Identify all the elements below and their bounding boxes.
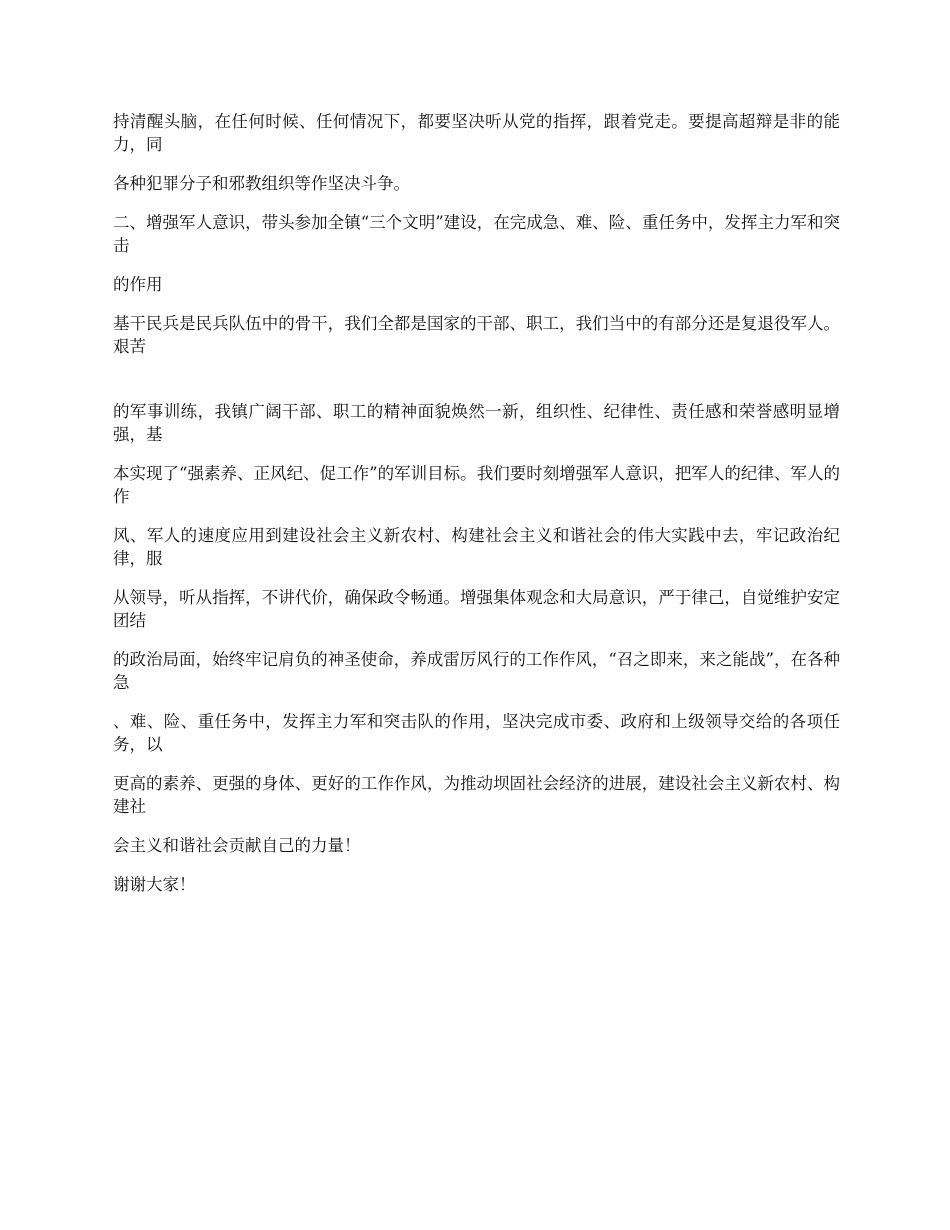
closing-line: 谢谢大家！: [113, 875, 196, 894]
paragraph-10: 的政治局面，始终牢记肩负的神圣使命，养成雷厉风行的工作作风，“召之即来，来之能战”，在各种急: [113, 650, 840, 692]
paragraph-1: 持清醒头脑，在任何时候、任何情况下，都要坚决听从党的指挥，跟着党走。要提高超辩是非的能力，同: [113, 112, 840, 154]
paragraph-7: 本实现了“强素养、正风纪、促工作”的军训目标。我们要时刻增强军人意识，把军人的纪律、军人的作: [113, 464, 840, 506]
document-body: [113, 110, 840, 912]
paragraph-9: 从领导，听从指挥，不讲代价，确保政令畅通。增强集体观念和大局意识，严于律己，自觉维护安定团结: [113, 588, 840, 630]
paragraph-12: 更高的素养、更强的身体、更好的工作作风，为推动坝固社会经济的进展，建设社会主义新农村、构建社: [113, 774, 840, 816]
paragraph-8: 风、军人的速度应用到建设社会主义新农村、构建社会主义和谐社会的伟大实践中去，牢记政治纪律，服: [113, 526, 840, 568]
paragraph-4: 的作用: [113, 275, 163, 294]
paragraph-5: 基干民兵是民兵队伍中的骨干，我们全都是国家的干部、职工，我们当中的有部分还是复退役军人。艰苦: [113, 314, 840, 356]
paragraph-13: 会主义和谐社会贡献自己的力量！: [113, 836, 361, 855]
section-heading-2: 二、增强军人意识，带头参加全镇“三个文明”建设，在完成急、难、险、重任务中，发挥主力军和突击: [113, 213, 840, 255]
paragraph-6: 的军事训练，我镇广阔干部、职工的精神面貌焕然一新，组织性、纪律性、责任感和荣誉感明显增强，基: [113, 402, 840, 444]
paragraph-11: 、难、险、重任务中，发挥主力军和突击队的作用，坚决完成市委、政府和上级领导交给的各项任务，以: [113, 712, 840, 754]
paragraph-2: 各种犯罪分子和邪教组织等作坚决斗争。: [113, 174, 410, 193]
